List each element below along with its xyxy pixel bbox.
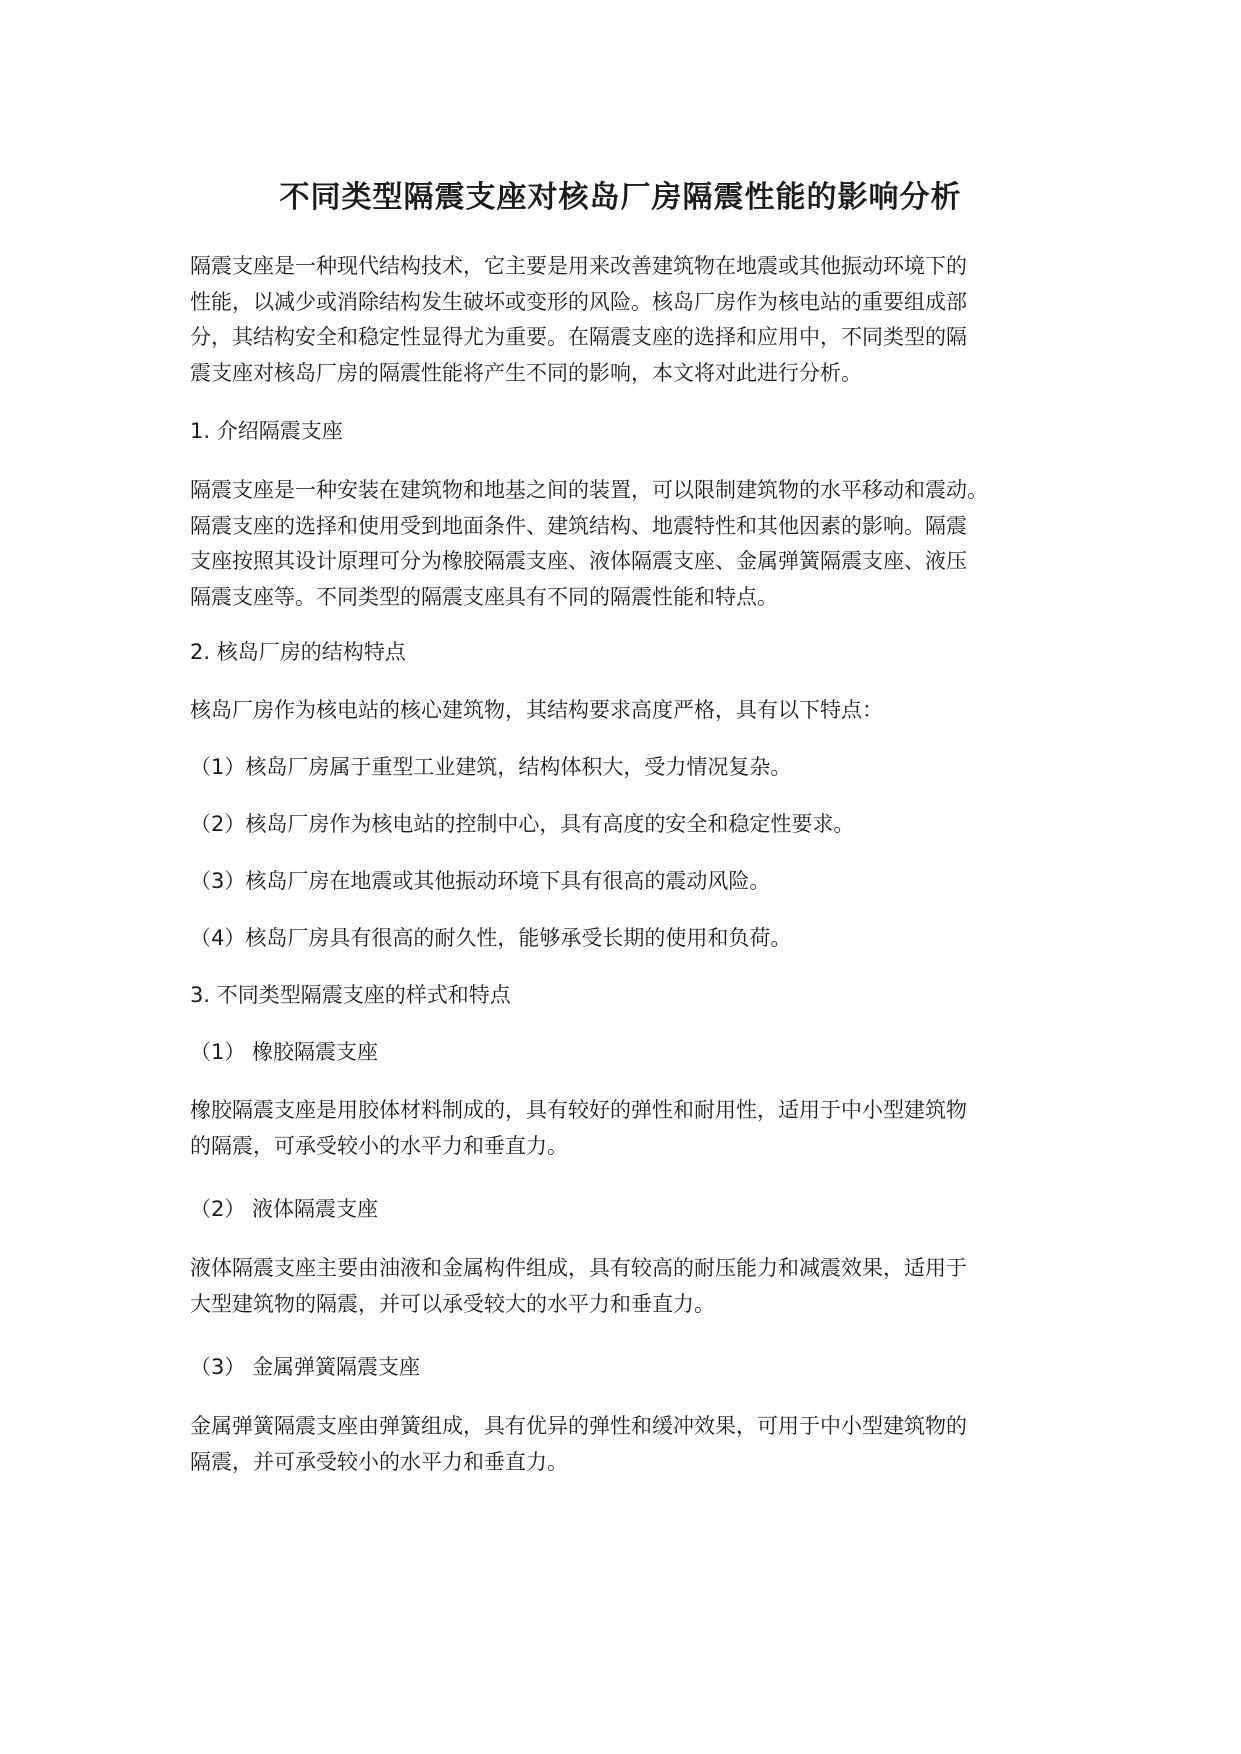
text-line: 隔震支座是一种安装在建筑物和地基之间的装置，可以限制建筑物的水平移动和震动。	[190, 478, 988, 502]
text-line: （1） 橡胶隔震支座	[190, 1040, 379, 1064]
text-line: 1. 介绍隔震支座	[190, 419, 343, 443]
text-line: 大型建筑物的隔震，并可以承受较大的水平力和垂直力。	[190, 1291, 715, 1316]
subsection-heading	[190, 1192, 1050, 1228]
paragraph	[190, 750, 1050, 786]
text-line: 金属弹簧隔震支座由弹簧组成，具有优异的弹性和缓冲效果，可用于中小型建筑物的	[190, 1414, 967, 1438]
text-line: （2） 液体隔震支座	[190, 1197, 379, 1221]
text-line: 分，其结构安全和稳定性显得尤为重要。在隔震支座的选择和应用中，不同类型的隔	[190, 325, 967, 349]
text-line: 2. 核岛厂房的结构特点	[190, 640, 406, 664]
paragraph	[190, 249, 1050, 391]
text-line: 隔震支座等。不同类型的隔震支座具有不同的隔震性能和特点。	[190, 584, 778, 609]
text-line: 隔震支座的选择和使用受到地面条件、建筑结构、地震特性和其他因素的影响。隔震	[190, 513, 967, 538]
text-line: （3） 金属弹簧隔震支座	[190, 1355, 421, 1379]
paragraph	[190, 693, 1050, 729]
text-line: 震支座对核岛厂房的隔震性能将产生不同的影响，本文将对此进行分析。	[190, 360, 862, 385]
paragraph	[190, 807, 1050, 843]
text-line: 性能，以减少或消除结构发生破坏或变形的风险。核岛厂房作为核电站的重要组成部	[190, 289, 967, 314]
paragraph	[190, 1409, 1050, 1480]
text-line: 支座按照其设计原理可分为橡胶隔震支座、液体隔震支座、金属弹簧隔震支座、液压	[190, 549, 967, 573]
text-line: 核岛厂房作为核电站的核心建筑物，其结构要求高度严格，具有以下特点：	[190, 698, 883, 722]
section-heading	[190, 635, 1050, 671]
subsection-heading	[190, 1035, 1050, 1071]
subsection-heading	[190, 1350, 1050, 1386]
text-line: （2）核岛厂房作为核电站的控制中心，具有高度的安全和稳定性要求。	[190, 812, 855, 836]
text-line: 隔震支座是一种现代结构技术，它主要是用来改善建筑物在地震或其他振动环境下的	[190, 254, 967, 278]
paragraph	[190, 864, 1050, 900]
text-line: 隔震，并可承受较小的水平力和垂直力。	[190, 1449, 568, 1474]
text-line: （1）核岛厂房属于重型工业建筑，结构体积大，受力情况复杂。	[190, 755, 792, 779]
document-title: 不同类型隔震支座对核岛厂房隔震性能的影响分析	[279, 180, 962, 215]
paragraph	[190, 1251, 1050, 1322]
text-line: （4）核岛厂房具有很高的耐久性，能够承受长期的使用和负荷。	[190, 926, 792, 950]
text-line: （3）核岛厂房在地震或其他振动环境下具有很高的震动风险。	[190, 869, 771, 893]
section-heading	[190, 414, 1050, 450]
paragraph	[190, 473, 1050, 615]
text-line: 液体隔震支座主要由油液和金属构件组成，具有较高的耐压能力和减震效果，适用于	[190, 1256, 967, 1280]
text-line: 的隔震，可承受较小的水平力和垂直力。	[190, 1133, 568, 1158]
paragraph	[190, 921, 1050, 957]
section-heading	[190, 978, 1050, 1014]
paragraph	[190, 1093, 1050, 1164]
text-line: 橡胶隔震支座是用胶体材料制成的，具有较好的弹性和耐用性，适用于中小型建筑物	[190, 1098, 967, 1122]
text-line: 3. 不同类型隔震支座的样式和特点	[190, 983, 511, 1007]
